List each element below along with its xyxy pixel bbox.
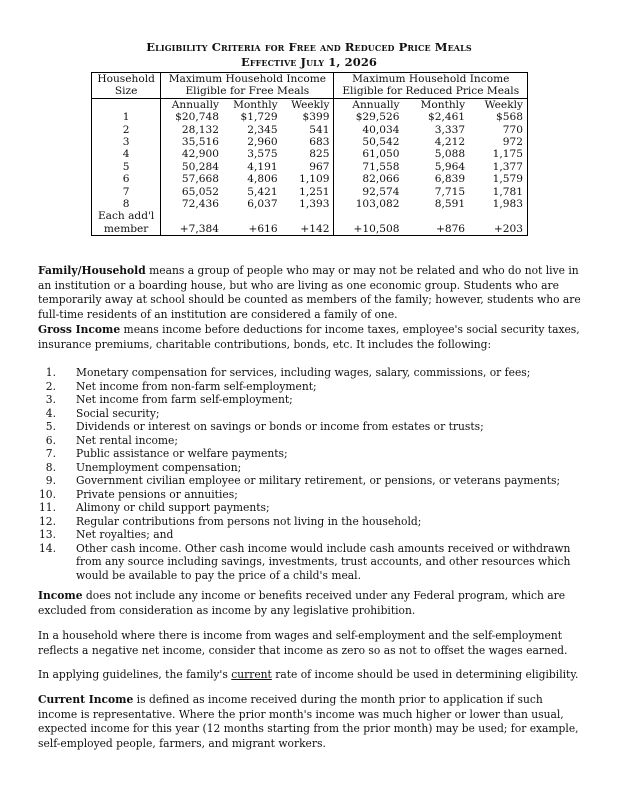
list-item-number: 4.	[45, 406, 56, 420]
household-size-cell: 5	[122, 160, 130, 173]
table-cell	[282, 210, 334, 222]
table-cell: 6,839	[434, 173, 466, 186]
table-cell: 972	[502, 136, 523, 149]
list-item	[38, 501, 583, 515]
table-cell: 50,542	[334, 136, 404, 148]
income-sources-list	[38, 366, 583, 582]
table-cell: +10,508	[334, 223, 404, 235]
list-item	[38, 488, 583, 502]
family-household-text: means a group of people who may or may not be related and who do not live in an institution or a boarding house, but who are living as one economic group. Students who are temporarily away at school should be counted as members of the family; however, students who are full-time residents of an institution are considered a family of one.	[38, 264, 581, 321]
table-cell: 82,066	[334, 173, 404, 185]
list-item-number: 12.	[39, 514, 56, 528]
list-item	[38, 420, 583, 434]
additional-label-cell: Each add'l	[97, 210, 155, 223]
table-cell: 770	[502, 123, 523, 136]
list-item	[38, 461, 583, 475]
list-item-text: Alimony or child support payments;	[76, 501, 270, 514]
gross-income-paragraph	[38, 323, 583, 352]
table-cell: 1,175	[492, 148, 523, 161]
table-cell: 825	[309, 148, 330, 161]
table-cell: +7,384	[161, 223, 223, 235]
list-item-text: Public assistance or welfare payments;	[76, 447, 288, 460]
table-cell: 1,109	[299, 173, 330, 186]
table-row	[92, 161, 527, 173]
blank-header-cell	[92, 98, 161, 111]
table-cell: 65,052	[161, 186, 223, 198]
header-line: Size	[114, 85, 138, 98]
table-cell	[469, 210, 527, 222]
table-cell: $2,461	[427, 111, 466, 124]
table-row	[92, 124, 527, 136]
current-income-term: Current Income	[38, 693, 134, 706]
household-size-header	[92, 73, 161, 98]
family-household-term: Family/Household	[38, 264, 146, 277]
table-cell: 28,132	[161, 124, 223, 136]
column-header-row	[92, 98, 527, 111]
list-item	[38, 380, 583, 394]
table-cell: 71,558	[334, 161, 404, 173]
self-employment-paragraph: In a household where there is income from wages and self-employment and the self-employment reflects a negative net income, consider that income as zero so as not to offset the wages earned.	[38, 629, 568, 657]
table-cell	[161, 210, 223, 222]
table-cell: $20,748	[161, 111, 223, 123]
table-cell: 92,574	[334, 186, 404, 198]
table-cell: 1,393	[299, 198, 330, 211]
income-text: does not include any income or benefits received under any Federal program, which are excluded from consideration as income by any legislative prohibition.	[38, 589, 566, 617]
column-header: Annually	[161, 98, 223, 111]
list-item-number: 9.	[45, 474, 56, 487]
list-item-text: Net income from farm self-employment;	[76, 393, 293, 406]
table-cell: $1,729	[240, 111, 278, 124]
table-cell: 2,345	[247, 123, 278, 136]
column-header: Monthly	[420, 98, 466, 111]
table-row	[92, 186, 527, 198]
list-item	[38, 447, 583, 461]
income-paragraph	[38, 589, 583, 618]
list-item-number: 14.	[39, 541, 56, 555]
guidelines-text-before: In applying guidelines, the family's	[38, 668, 232, 681]
free-meals-header	[161, 73, 334, 98]
table-cell: 1,377	[492, 160, 523, 173]
table-cell: 6,037	[247, 198, 278, 211]
table-cell: 4,191	[247, 160, 278, 173]
additional-label-cell: member	[103, 222, 149, 235]
current-income-paragraph	[38, 693, 583, 751]
header-line: Eligible for Free Meals	[185, 85, 310, 98]
additional-member-values-row	[92, 223, 527, 235]
list-item-text: Net royalties; and	[76, 528, 174, 541]
gross-income-term: Gross Income	[38, 323, 121, 336]
list-item-number: 5.	[45, 420, 56, 433]
table-cell: 2,960	[247, 136, 278, 149]
table-cell: 5,088	[434, 148, 466, 161]
list-item-number: 7.	[45, 447, 56, 460]
table-row	[92, 111, 527, 123]
column-header: Weekly	[291, 98, 330, 111]
household-size-cell: 1	[122, 111, 130, 124]
table-cell: 3,337	[434, 123, 466, 136]
table-cell: $399	[302, 111, 330, 124]
income-term: Income	[38, 589, 83, 602]
list-item	[38, 474, 583, 488]
column-header: Weekly	[484, 98, 523, 111]
table-cell: $568	[496, 111, 523, 124]
list-item	[38, 407, 583, 421]
table-cell: 103,082	[334, 198, 404, 210]
table-body	[92, 111, 527, 210]
household-size-cell: 2	[122, 123, 130, 136]
list-item	[38, 366, 583, 380]
table-cell: 3,575	[247, 148, 278, 161]
table-cell: 1,983	[492, 198, 523, 211]
table-cell: +203	[493, 222, 523, 235]
list-item-text: Other cash income. Other cash income would include cash amounts received or withdrawn from any source including savings, investments, trust accounts, and other resources which would be available to pay the price of a child's meal.	[76, 541, 571, 582]
list-item	[38, 393, 583, 407]
header-line: Household	[97, 73, 155, 85]
list-item-text: Unemployment compensation;	[76, 460, 242, 474]
list-item-number: 6.	[45, 433, 56, 447]
table-cell: 1,781	[492, 185, 523, 198]
list-item-text: Net income from non-farm self-employment;	[76, 379, 317, 393]
table-cell	[404, 210, 470, 222]
list-item	[38, 528, 583, 542]
table-cell: 50,284	[161, 161, 223, 173]
table-row	[92, 173, 527, 185]
list-item-text: Net rental income;	[76, 433, 178, 447]
table-cell: 8,591	[434, 198, 466, 211]
list-item	[38, 434, 583, 448]
list-item-text: Private pensions or annuities;	[76, 487, 238, 501]
list-item-number: 13.	[39, 528, 56, 541]
list-item-number: 11.	[39, 501, 56, 514]
table-cell: 35,516	[161, 136, 223, 148]
header-line: Eligible for Reduced Price Meals	[342, 85, 520, 98]
table-cell: 4,212	[434, 136, 466, 149]
guidelines-underlined-word: current	[231, 668, 272, 681]
table-cell: +876	[435, 222, 466, 235]
list-item-number: 3.	[45, 393, 56, 406]
table-cell: 42,900	[161, 148, 223, 160]
table-cell: 1,251	[299, 185, 330, 198]
table-cell: 5,421	[247, 185, 278, 198]
household-size-cell: 6	[122, 173, 130, 186]
list-item-text: Government civilian employee or military retirement, or pensions, or veterans payments;	[76, 474, 561, 487]
table-cell: 61,050	[334, 148, 404, 160]
family-household-paragraph	[38, 264, 583, 322]
table-cell: 72,436	[161, 198, 223, 210]
table-cell: 40,034	[334, 124, 404, 136]
list-item-number: 8.	[45, 460, 56, 474]
list-item-text: Monetary compensation for services, including wages, salary, commissions, or fees;	[76, 366, 531, 379]
guidelines-paragraph	[38, 668, 583, 683]
column-header: Monthly	[233, 98, 278, 111]
table-cell	[334, 210, 404, 222]
table-cell: +616	[248, 222, 278, 235]
household-size-cell: 4	[122, 148, 130, 161]
table-header-row	[92, 73, 527, 98]
guidelines-text-after: rate of income should be used in determining eligibility.	[271, 668, 579, 681]
column-header: Annually	[334, 98, 404, 111]
list-item-text: Social security;	[76, 406, 160, 420]
household-size-cell: 7	[122, 185, 130, 198]
table-cell: 541	[309, 123, 330, 136]
table-cell	[223, 210, 282, 222]
gross-income-text: means income before deductions for income taxes, employee's social security taxes, insurance premiums, charitable contributions, bonds, etc. It includes the following:	[38, 323, 580, 351]
table-cell: +142	[300, 222, 330, 235]
table-row	[92, 148, 527, 160]
list-item-number: 10.	[39, 487, 56, 501]
table-row	[92, 198, 527, 210]
table-cell: 5,964	[434, 160, 466, 173]
table-row	[92, 136, 527, 148]
list-item-text: Dividends or interest on savings or bonds or income from estates or trusts;	[76, 420, 484, 433]
list-item-number: 2.	[45, 379, 56, 393]
header-line: Maximum Household Income	[352, 73, 510, 85]
household-size-cell: 3	[122, 136, 130, 149]
reduced-meals-header	[334, 73, 527, 98]
table-cell: 4,806	[247, 173, 278, 186]
list-item	[38, 542, 583, 583]
table-cell: 683	[309, 136, 330, 149]
household-size-cell: 8	[122, 198, 130, 211]
additional-member-row	[92, 210, 527, 222]
effective-date: Effective July 1, 2026	[240, 55, 378, 69]
list-item-number: 1.	[45, 366, 56, 379]
header-line: Maximum Household Income	[168, 73, 327, 85]
table-cell: 1,579	[492, 173, 523, 186]
document-title: Eligibility Criteria for Free and Reduced Price Meals	[146, 40, 472, 54]
table-cell: $29,526	[334, 111, 404, 123]
list-item-text: Regular contributions from persons not living in the household;	[76, 514, 422, 528]
table-cell: 7,715	[434, 185, 466, 198]
eligibility-table	[92, 73, 527, 235]
current-income-text: is defined as income received during the month prior to application if such income is representative. Where the prior month's income was much higher or lower than usual, expected income for this year (12 months starting from the prior month) may be used; for example, self-employed people, farmers, and migrant workers.	[38, 693, 579, 750]
table-cell: 967	[309, 160, 330, 173]
table-cell: 57,668	[161, 173, 223, 185]
list-item	[38, 515, 583, 529]
